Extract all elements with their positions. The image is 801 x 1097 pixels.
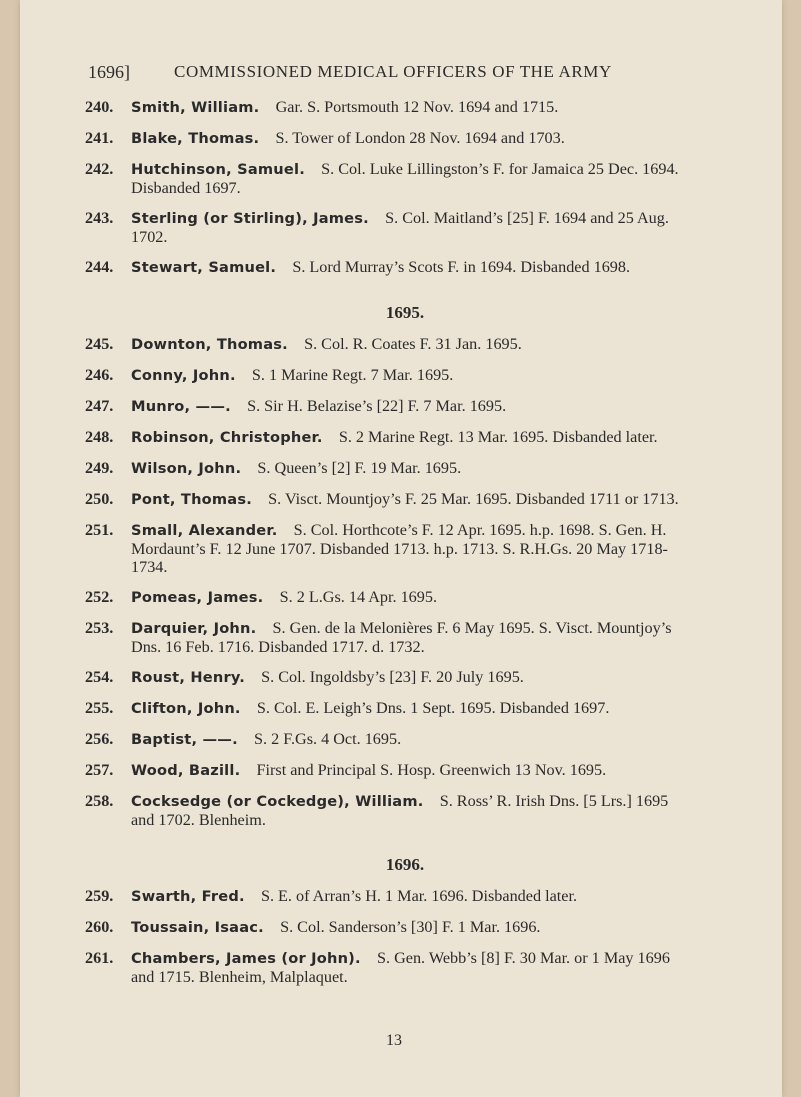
list-item xyxy=(85,98,685,117)
book-page xyxy=(20,0,782,1097)
list-item xyxy=(85,588,685,607)
list-item xyxy=(85,160,685,197)
entry-name: Sterling (or Stirling), James. xyxy=(131,210,369,227)
entry-details: S. Col. Sanderson’s [30] F. 1 Mar. 1696. xyxy=(280,918,541,936)
entry-name: Roust, Henry. xyxy=(131,669,245,686)
entry-details: Gar. S. Portsmouth 12 Nov. 1694 and 1715. xyxy=(275,98,559,116)
entry-number: 254. xyxy=(85,668,114,686)
entry-number: 246. xyxy=(85,366,114,384)
entry-details: S. 2 Marine Regt. 13 Mar. 1695. Disbanded later. xyxy=(338,428,658,446)
entry-number: 243. xyxy=(85,209,114,227)
entry-details: S. Gen. de la Melonières F. 6 May 1695. S. Visct. Mountjoy’s Dns. 16 Feb. 1716. Disbanded 1717. d. 1732. xyxy=(131,619,672,656)
page-number: 13 xyxy=(386,1032,402,1049)
entry-number: 257. xyxy=(85,761,114,779)
list-item xyxy=(85,335,685,354)
entry-details: S. 2 F.Gs. 4 Oct. 1695. xyxy=(254,730,402,748)
entry-details: S. Sir H. Belazise’s [22] F. 7 Mar. 1695. xyxy=(247,397,507,415)
list-item xyxy=(85,699,685,718)
list-item xyxy=(85,619,685,656)
entry-number: 250. xyxy=(85,490,114,508)
entry-details: First and Principal S. Hosp. Greenwich 13 Nov. 1695. xyxy=(256,761,607,779)
entry-details: S. Col. Maitland’s [25] F. 1694 and 25 Aug. 1702. xyxy=(131,209,669,246)
list-item xyxy=(85,918,685,937)
list-item xyxy=(85,397,685,416)
entry-details: S. Queen’s [2] F. 19 Mar. 1695. xyxy=(257,459,462,477)
entry-number: 258. xyxy=(85,792,114,810)
entry-name: Blake, Thomas. xyxy=(131,130,260,147)
list-item xyxy=(85,209,685,246)
entry-details: S. Ross’ R. Irish Dns. [5 Lrs.] 1695 and 1702. Blenheim. xyxy=(131,792,669,829)
entry-details: S. 2 L.Gs. 14 Apr. 1695. xyxy=(279,588,437,606)
list-item xyxy=(85,792,685,829)
entry-number: 241. xyxy=(85,129,114,147)
entry-number: 247. xyxy=(85,397,114,415)
year-heading: 1696. xyxy=(385,855,425,874)
entry-name: Wilson, John. xyxy=(131,460,242,477)
entry-details: S. Col. Luke Lillingston’s F. for Jamaica 25 Dec. 1694. Disbanded 1697. xyxy=(131,160,679,197)
entry-number: 253. xyxy=(85,619,114,637)
entry-number: 249. xyxy=(85,459,114,477)
entry-number: 244. xyxy=(85,258,114,276)
entry-details: S. Col. Horthcote’s F. 12 Apr. 1695. h.p. 1698. S. Gen. H. Mordaunt’s F. 12 June 1707. Disbanded 1713. h.p. 1713. S. R.H.Gs. 20 May 1718-1734. xyxy=(131,521,668,576)
entry-number: 248. xyxy=(85,428,114,446)
entry-name: Chambers, James (or John). xyxy=(131,950,361,967)
entry-name: Downton, Thomas. xyxy=(131,336,288,353)
entry-details: S. Gen. Webb’s [8] F. 30 Mar. or 1 May 1696 and 1715. Blenheim, Malplaquet. xyxy=(131,949,670,986)
entry-name: Stewart, Samuel. xyxy=(131,259,277,276)
list-item xyxy=(85,668,685,687)
entry-number: 261. xyxy=(85,949,114,967)
list-item xyxy=(85,949,685,986)
entry-name: Wood, Bazill. xyxy=(131,762,241,779)
entry-name: Conny, John. xyxy=(131,367,236,384)
entry-number: 245. xyxy=(85,335,114,353)
entry-name: Hutchinson, Samuel. xyxy=(131,161,305,178)
entry-name: Pomeas, James. xyxy=(131,589,264,606)
entry-details: S. Tower of London 28 Nov. 1694 and 1703. xyxy=(275,129,565,147)
entry-details: S. Lord Murray’s Scots F. in 1694. Disbanded 1698. xyxy=(292,258,631,276)
entry-name: Robinson, Christopher. xyxy=(131,429,323,446)
year-heading: 1695. xyxy=(385,303,425,322)
list-item xyxy=(85,887,685,906)
entry-list xyxy=(85,98,685,998)
entry-name: Cocksedge (or Cockedge), William. xyxy=(131,793,424,810)
header-title: COMMISSIONED MEDICAL OFFICERS OF THE ARMY xyxy=(174,62,612,81)
entry-details: S. Col. R. Coates F. 31 Jan. 1695. xyxy=(304,335,522,353)
entry-number: 240. xyxy=(85,98,114,116)
entry-number: 242. xyxy=(85,160,114,178)
entry-number: 252. xyxy=(85,588,114,606)
list-item xyxy=(85,459,685,478)
entry-name: Swarth, Fred. xyxy=(131,888,245,905)
list-item xyxy=(85,129,685,148)
entry-name: Darquier, John. xyxy=(131,620,257,637)
entry-number: 255. xyxy=(85,699,114,717)
list-item xyxy=(85,428,685,447)
entry-name: Toussain, Isaac. xyxy=(131,919,264,936)
header-year: 1696] xyxy=(88,62,130,82)
entry-details: S. Col. Ingoldsby’s [23] F. 20 July 1695. xyxy=(261,668,524,686)
entry-details: S. 1 Marine Regt. 7 Mar. 1695. xyxy=(251,366,454,384)
entry-details: S. E. of Arran’s H. 1 Mar. 1696. Disbanded later. xyxy=(260,887,577,905)
entry-details: S. Col. E. Leigh’s Dns. 1 Sept. 1695. Disbanded 1697. xyxy=(256,699,610,717)
entry-name: Small, Alexander. xyxy=(131,522,278,539)
entry-number: 259. xyxy=(85,887,114,905)
list-item xyxy=(85,258,685,277)
entry-name: Smith, William. xyxy=(131,99,260,116)
list-item xyxy=(85,366,685,385)
entry-details: S. Visct. Mountjoy’s F. 25 Mar. 1695. Disbanded 1711 or 1713. xyxy=(268,490,679,508)
entry-number: 260. xyxy=(85,918,114,936)
list-item xyxy=(85,521,685,576)
entry-number: 251. xyxy=(85,521,114,539)
entry-name: Baptist, ——. xyxy=(131,731,238,748)
entry-number: 256. xyxy=(85,730,114,748)
entry-name: Pont, Thomas. xyxy=(131,491,252,508)
list-item xyxy=(85,490,685,509)
entry-name: Munro, ——. xyxy=(131,398,231,415)
entry-name: Clifton, John. xyxy=(131,700,241,717)
list-item xyxy=(85,761,685,780)
list-item xyxy=(85,730,685,749)
